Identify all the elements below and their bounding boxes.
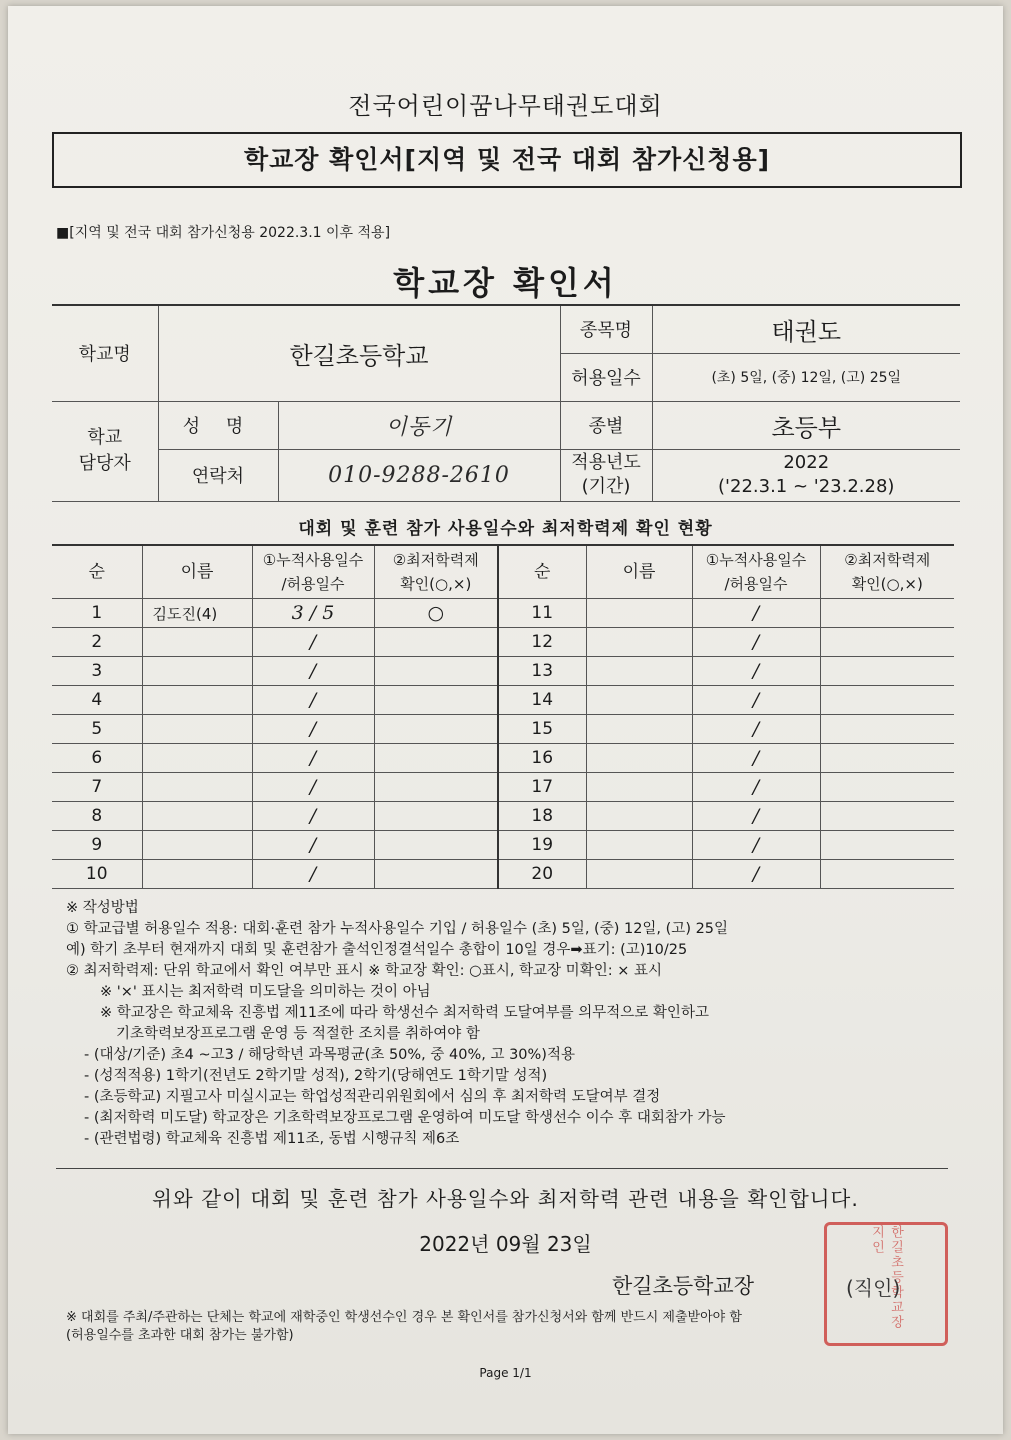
note-dash-4: - (최저학력 미도달) 학교장은 기초학력보장프로그램 운영하여 미도달 학생선수 이수 후 대회참가 가능 [84, 1110, 726, 1126]
row-days: / [252, 657, 374, 686]
note-dash-3: - (초등학교) 지필고사 미실시교는 학업성적관리위원회에서 심의 후 최저학력 도달여부 결정 [84, 1089, 661, 1105]
row-days: 3 / 5 [252, 599, 374, 628]
seal-label: (직인) [846, 1276, 901, 1300]
table-row [52, 860, 954, 889]
name-label: 성 명 [158, 401, 278, 449]
footnote-2: (허용일수를 초과한 대회 참가는 불가함) [66, 1328, 294, 1343]
table-row [52, 686, 954, 715]
note-2-b2: 기초학력보장프로그램 운영 등 적절한 조치를 취하여야 함 [116, 1026, 480, 1042]
row-no: 9 [52, 831, 142, 860]
notes [66, 898, 966, 1150]
row-no: 3 [52, 657, 142, 686]
header-name-2: 이름 [586, 545, 692, 599]
period-value: ('22.3.1 ~ '23.2.28) [718, 476, 895, 497]
row-no-2: 13 [498, 657, 586, 686]
row-no: 7 [52, 773, 142, 802]
row-check-2 [820, 715, 954, 744]
row-name [142, 831, 252, 860]
row-no: 8 [52, 802, 142, 831]
note-2: ② 최저학력제: 단위 학교에서 확인 여부만 표시 ※ 학교장 확인: ○표시, 학교장 미확인: × 표시 [66, 963, 662, 979]
sport-label: 종목명 [560, 305, 652, 353]
row-days-2: / [692, 715, 820, 744]
table-row [52, 802, 954, 831]
row-days-2: / [692, 686, 820, 715]
header-check: ②최저학력제 확인(○,×) [374, 545, 498, 599]
row-check [374, 831, 498, 860]
row-name-2 [586, 744, 692, 773]
row-check-2 [820, 860, 954, 889]
info-table [52, 304, 960, 502]
row-name [142, 628, 252, 657]
row-name [142, 802, 252, 831]
sport-value: 태권도 [652, 305, 960, 353]
allowed-value: (초) 5일, (중) 12일, (고) 25일 [652, 353, 960, 401]
header-no: 순 [52, 545, 142, 599]
row-name [142, 773, 252, 802]
date: 2022년 09월 23일 [419, 1232, 592, 1256]
table-row [52, 773, 954, 802]
signer: 한길초등학교장 [612, 1274, 755, 1298]
row-no-2: 18 [498, 802, 586, 831]
row-check-2 [820, 802, 954, 831]
row-no-2: 20 [498, 860, 586, 889]
row-name-2 [586, 686, 692, 715]
note-2-b: ※ 학교장은 학교체육 진흥법 제11조에 따라 학생선수 최저학력 도달여부를 의무적으로 확인하고 [100, 1005, 709, 1021]
name-value: 이동기 [278, 401, 560, 449]
row-days-2: / [692, 744, 820, 773]
row-no-2: 15 [498, 715, 586, 744]
row-no-2: 19 [498, 831, 586, 860]
row-name-2 [586, 860, 692, 889]
note-dash-5: - (관련법령) 학교체육 진흥법 제11조, 동법 시행규칙 제6조 [84, 1131, 460, 1147]
row-name [142, 715, 252, 744]
row-days-2: / [692, 773, 820, 802]
row-name-2 [586, 715, 692, 744]
row-no: 1 [52, 599, 142, 628]
row-name-2 [586, 802, 692, 831]
row-name-2 [586, 773, 692, 802]
row-check-2 [820, 744, 954, 773]
row-days: / [252, 802, 374, 831]
year-label: 적용년도 (기간) [560, 449, 652, 501]
header-days: ①누적사용일수 /허용일수 [252, 545, 374, 599]
competition-name: 전국어린이꿈나무태권도대회 [348, 92, 663, 120]
row-name [142, 744, 252, 773]
row-days-2: / [692, 802, 820, 831]
box-title: 학교장 확인서[지역 및 전국 대회 참가신청용] [52, 132, 962, 188]
confirm-text: 위와 같이 대회 및 훈련 참가 사용일수와 최저학력 관련 내용을 확인합니다. [152, 1187, 859, 1211]
row-days: / [252, 831, 374, 860]
document-page [8, 6, 1003, 1434]
year-cell [652, 449, 960, 501]
row-no: 4 [52, 686, 142, 715]
row-days: / [252, 686, 374, 715]
row-name [142, 686, 252, 715]
table-row [52, 831, 954, 860]
row-check-2 [820, 686, 954, 715]
row-days-2: / [692, 831, 820, 860]
row-no-2: 16 [498, 744, 586, 773]
row-days: / [252, 860, 374, 889]
division-value: 초등부 [652, 401, 960, 449]
section-title: 대회 및 훈련 참가 사용일수와 최저학력제 확인 현황 [298, 519, 713, 539]
contact-value: 010-9288-2610 [278, 449, 560, 501]
seal-text: 한길초등학교장지인 [869, 1225, 903, 1330]
row-check [374, 686, 498, 715]
division-label: 종별 [560, 401, 652, 449]
row-check-2 [820, 773, 954, 802]
header-no-2: 순 [498, 545, 586, 599]
row-no: 5 [52, 715, 142, 744]
usage-table [52, 544, 954, 889]
row-days-2: / [692, 657, 820, 686]
row-check [374, 802, 498, 831]
note-1-example: 예) 학기 초부터 현재까지 대회 및 훈련참가 출석인정결석일수 총합이 10일 경우➡표기: (고)10/25 [66, 942, 688, 958]
row-check-2 [820, 657, 954, 686]
row-days-2: / [692, 628, 820, 657]
school-label: 학교명 [52, 305, 158, 401]
row-check-2 [820, 831, 954, 860]
row-no-2: 12 [498, 628, 586, 657]
table-row [52, 599, 954, 628]
row-no-2: 17 [498, 773, 586, 802]
row-days: / [252, 773, 374, 802]
year-value: 2022 [783, 452, 830, 473]
note-2-a: ※ '×' 표시는 최저학력 미도달을 의미하는 것이 아님 [100, 984, 431, 1000]
notes-heading: ※ 작성방법 [66, 900, 139, 916]
school-value: 한길초등학교 [158, 305, 560, 401]
footnote-1: ※ 대회를 주최/주관하는 단체는 학교에 재학중인 학생선수인 경우 본 확인서를 참가신청서와 함께 반드시 제출받아야 함 [66, 1310, 742, 1325]
page-number: Page 1/1 [479, 1366, 532, 1380]
note-dash-1: - (대상/기준) 초4 ~고3 / 해당학년 과목평균(초 50%, 중 40%, 고 30%)적용 [84, 1047, 575, 1063]
allowed-label: 허용일수 [560, 353, 652, 401]
row-name [142, 860, 252, 889]
row-check [374, 628, 498, 657]
note-dash-2: - (성적적용) 1학기(전년도 2학기말 성적), 2학기(당해연도 1학기말 성적) [84, 1068, 548, 1084]
row-check: ○ [374, 599, 498, 628]
header-name: 이름 [142, 545, 252, 599]
note-1: ① 학교급별 허용일수 적용: 대회·훈련 참가 누적사용일수 기입 / 허용일수 (초) 5일, (중) 12일, (고) 25일 [66, 921, 729, 937]
footnote [66, 1309, 966, 1345]
row-days-2: / [692, 599, 820, 628]
divider [56, 1168, 948, 1169]
row-check-2 [820, 628, 954, 657]
row-name-2 [586, 628, 692, 657]
row-days: / [252, 715, 374, 744]
row-no: 2 [52, 628, 142, 657]
table-row [52, 715, 954, 744]
table-row [52, 657, 954, 686]
table-row [52, 628, 954, 657]
row-days: / [252, 628, 374, 657]
manager-label: 학교 담당자 [52, 401, 158, 501]
contact-label: 연락처 [158, 449, 278, 501]
row-check-2 [820, 599, 954, 628]
table-row [52, 744, 954, 773]
row-no: 6 [52, 744, 142, 773]
row-no: 10 [52, 860, 142, 889]
row-no-2: 14 [498, 686, 586, 715]
row-name-2 [586, 831, 692, 860]
applied-note: ■[지역 및 전국 대회 참가신청용 2022.3.1 이후 적용] [56, 225, 391, 241]
row-days: / [252, 744, 374, 773]
row-check [374, 715, 498, 744]
row-check [374, 744, 498, 773]
row-check [374, 773, 498, 802]
row-name-2 [586, 599, 692, 628]
main-title: 학교장 확인서 [393, 264, 618, 302]
row-days-2: / [692, 860, 820, 889]
header-days-2: ①누적사용일수 /허용일수 [692, 545, 820, 599]
row-no-2: 11 [498, 599, 586, 628]
row-check [374, 657, 498, 686]
row-name [142, 657, 252, 686]
row-check [374, 860, 498, 889]
row-name-2 [586, 657, 692, 686]
header-check-2: ②최저학력제 확인(○,×) [820, 545, 954, 599]
row-name: 김도진(4) [142, 599, 252, 628]
